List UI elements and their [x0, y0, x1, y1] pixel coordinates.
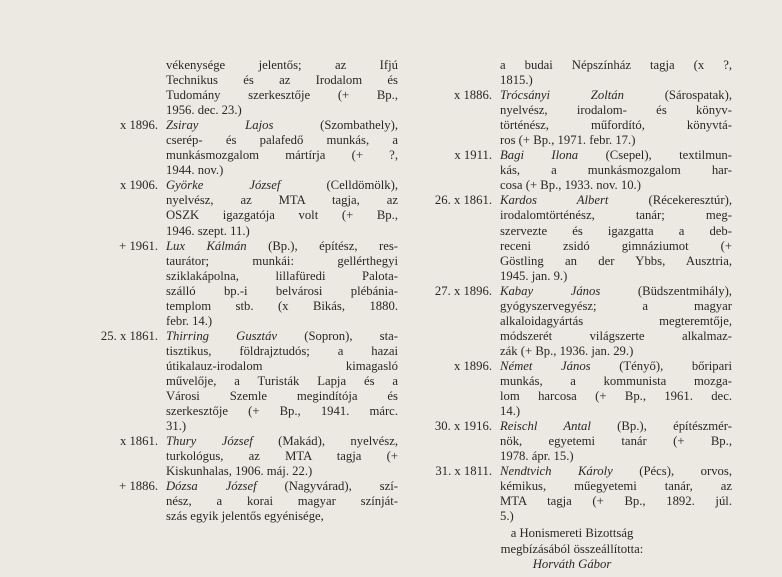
- entry-line: módszerét világszerte alkalmaz-: [500, 328, 732, 343]
- entry-text: [166, 434, 398, 479]
- entry-line-text: (Sárospatak),: [623, 88, 733, 103]
- entry-line: Göstling an der Ybbs, Ausztria,: [500, 253, 732, 268]
- entry-date: [78, 58, 166, 118]
- entry-line: [166, 118, 398, 133]
- entry-line: [500, 148, 732, 163]
- calendar-entry: [412, 193, 732, 283]
- entry-line: tisztikus, földrajztudós; a hazai: [166, 343, 398, 358]
- entry-text: [166, 58, 398, 118]
- entry-text: [166, 329, 398, 434]
- entry-text: [500, 464, 732, 524]
- entry-line: Technikus és az Irodalom és: [166, 73, 398, 88]
- person-name: Lux Kálmán: [166, 238, 247, 253]
- entry-line-text: (Nagyvárad), szí-: [256, 479, 398, 494]
- right-column: [412, 58, 732, 572]
- calendar-entry: [412, 419, 732, 464]
- entry-line: történész, műfordító, könyvtá-: [500, 118, 732, 133]
- entry-line: receni zsidó gimnáziumot (+: [500, 238, 732, 253]
- calendar-entry: [412, 359, 732, 419]
- entry-text: [500, 284, 732, 359]
- entry-line: zák (+ Bp., 1936. jan. 29.): [500, 343, 634, 358]
- person-name: Kardos Albert: [500, 193, 609, 208]
- entry-line: kémikus, műegyetemi tanár, az: [500, 479, 732, 494]
- entry-text: [166, 479, 398, 524]
- entry-line: 5.): [500, 509, 514, 524]
- calendar-entry: [412, 284, 732, 359]
- person-name: Bagi Ilona: [500, 148, 579, 163]
- entry-line-text: (Bp.), építész, res-: [246, 238, 398, 253]
- calendar-entry: [78, 479, 398, 524]
- calendar-entry: [412, 58, 732, 88]
- entry-line: gyógyszervegyész; a magyar: [500, 298, 732, 313]
- entry-text: [166, 239, 398, 329]
- entry-date: 25. x 1861.: [100, 328, 158, 343]
- entry-line: nyelvész, irodalom- és könyv-: [500, 103, 732, 118]
- entry-line: útikalauz-irodalom kimagasló: [166, 358, 398, 373]
- entry-line: 1815.): [500, 73, 533, 88]
- entry-date: + 1886.: [119, 479, 158, 494]
- entry-line: szervezte és igazgatta a deb-: [500, 223, 732, 238]
- entry-date: x 1896.: [119, 118, 158, 133]
- entry-line: Tudomány szerkesztője (+ Bp.,: [166, 88, 398, 103]
- entry-line: [500, 88, 732, 103]
- entry-line: templom stb. (x Bikás, 1880.: [166, 298, 398, 313]
- signature-line-2: megbízásából összeállította:: [500, 541, 644, 556]
- entry-line: [500, 193, 732, 208]
- calendar-entry: [412, 88, 732, 148]
- entry-line: szerkesztője (+ Bp., 1941. márc.: [166, 404, 398, 419]
- entry-line: 1978. ápr. 15.): [500, 449, 574, 464]
- entry-date: x 1896.: [453, 358, 492, 373]
- entry-line: nök, egyetemi tanár (+ Bp.,: [500, 434, 732, 449]
- calendar-entry: [78, 178, 398, 238]
- entry-line: nyelvész, az MTA tagja, az: [166, 193, 398, 208]
- calendar-entry: [412, 464, 732, 524]
- person-name: Német János: [500, 358, 591, 373]
- entry-line: lom harcosa (+ Bp., 1961. dec.: [500, 389, 732, 404]
- entry-line-text: (Récekeresztúr),: [608, 193, 732, 208]
- person-name: Kabay János: [500, 283, 601, 298]
- entry-line: turkológus, az MTA tagja (+: [166, 449, 398, 464]
- entry-line: febr. 14.): [166, 313, 213, 328]
- signature-author: Horváth Gábor: [532, 556, 612, 571]
- entry-line: [166, 434, 398, 449]
- entry-date: [412, 58, 500, 88]
- person-name: Trócsányi Zoltán: [500, 88, 624, 103]
- entry-line: 1956. dec. 23.): [166, 103, 242, 118]
- person-name: Györke József: [166, 178, 281, 193]
- entry-line-text: (Bp.), építészmér-: [590, 419, 732, 434]
- person-name: Thury József: [166, 434, 253, 449]
- entry-line: [500, 284, 732, 299]
- entry-line-text: (Büdszentmihály),: [600, 283, 732, 298]
- entry-line: [166, 239, 398, 254]
- entry-line: alkaloidagyártás megteremtője,: [500, 313, 732, 328]
- entry-date: 27. x 1896.: [434, 283, 492, 298]
- calendar-entry: [78, 118, 398, 178]
- entry-line: irodalomtörténész, tanár; meg-: [500, 208, 732, 223]
- entry-line: 31.): [166, 419, 187, 434]
- entry-text: [166, 118, 398, 178]
- entry-text: [500, 148, 732, 193]
- entry-line: [166, 329, 398, 344]
- entry-line: [166, 479, 398, 494]
- entry-line: taurátor; munkái: gellérthegyi: [166, 253, 398, 268]
- entry-text: [500, 359, 732, 419]
- entry-line: [500, 419, 732, 434]
- entry-text: [500, 58, 732, 88]
- entry-line-text: (Szombathely),: [273, 118, 398, 133]
- entry-line: nész, a korai magyar színját-: [166, 494, 398, 509]
- entry-line: Városi Szemle megindítója és: [166, 389, 398, 404]
- calendar-entry: [78, 434, 398, 479]
- calendar-entry: [78, 58, 398, 118]
- entry-line-text: (Sopron), sta-: [277, 328, 398, 343]
- entry-date: + 1961.: [119, 238, 158, 253]
- entry-line-text: (Makád), nyelvész,: [252, 434, 398, 449]
- entry-line: 14.): [500, 404, 521, 419]
- entry-line: vékenysége jelentős; az Ifjú: [166, 58, 398, 72]
- entry-line: művelője, a Turisták Lapja és a: [166, 373, 398, 388]
- entry-date: 31. x 1811.: [435, 464, 492, 479]
- left-column: [78, 58, 398, 524]
- entry-text: [166, 178, 398, 238]
- entry-line: cserép- és palafedő munkás, a: [166, 133, 398, 148]
- entry-date: 30. x 1916.: [434, 419, 492, 434]
- entry-date: 26. x 1861.: [434, 193, 492, 208]
- entry-line: Kiskunhalas, 1906. máj. 22.): [166, 464, 313, 479]
- entry-date: x 1911.: [454, 148, 492, 163]
- person-name: Dózsa József: [166, 479, 257, 494]
- calendar-entry: [78, 329, 398, 434]
- entry-line: sziklakápolna, lillafüredi Palota-: [166, 268, 398, 283]
- entry-line: munkás, a kommunista mozga-: [500, 373, 732, 388]
- entry-line: munkásmozgalom mártírja (+ ?,: [166, 148, 398, 163]
- entry-date: x 1861.: [119, 434, 158, 449]
- calendar-entry: [78, 239, 398, 329]
- entry-line: MTA tagja (+ Bp., 1892. júl.: [500, 494, 732, 509]
- entry-line-text: (Tényő), bőripari: [590, 358, 732, 373]
- entry-text: [500, 193, 732, 283]
- compiler-signature: [412, 526, 674, 571]
- person-name: Nendtvich Károly: [500, 464, 613, 479]
- entry-line: a budai Népszínház tagja (x ?,: [500, 58, 732, 72]
- entry-line: szálló bp.-i belvárosi plébánia-: [166, 283, 398, 298]
- entry-line: [500, 359, 732, 374]
- entry-date: x 1886.: [453, 88, 492, 103]
- entry-line: OSZK igazgatója volt (+ Bp.,: [166, 208, 398, 223]
- entry-line: ros (+ Bp., 1971. febr. 17.): [500, 133, 636, 148]
- entry-line: [500, 464, 732, 479]
- entry-line: [166, 178, 398, 193]
- entry-line: 1945. jan. 9.): [500, 268, 568, 283]
- entry-text: [500, 88, 732, 148]
- person-name: Zsiray Lajos: [166, 118, 274, 133]
- calendar-entry: [412, 148, 732, 193]
- person-name: Reischl Antal: [500, 419, 591, 434]
- entry-date: x 1906.: [119, 178, 158, 193]
- entry-line: 1946. szept. 11.): [166, 223, 250, 238]
- entry-text: [500, 419, 732, 464]
- entry-line: kás, a munkásmozgalom har-: [500, 163, 732, 178]
- entry-line: cosa (+ Bp., 1933. nov. 10.): [500, 178, 641, 193]
- entry-line: szás egyik jelentős egyénisége,: [166, 509, 324, 524]
- entry-line-text: (Pécs), orvos,: [612, 464, 732, 479]
- entry-line-text: (Celldömölk),: [280, 178, 398, 193]
- signature-line-1: a Honismereti Bizottság: [510, 526, 634, 541]
- entry-line: 1944. nov.): [166, 163, 224, 178]
- entry-line-text: (Csepel), textilmun-: [578, 148, 732, 163]
- person-name: Thirring Gusztáv: [166, 328, 278, 343]
